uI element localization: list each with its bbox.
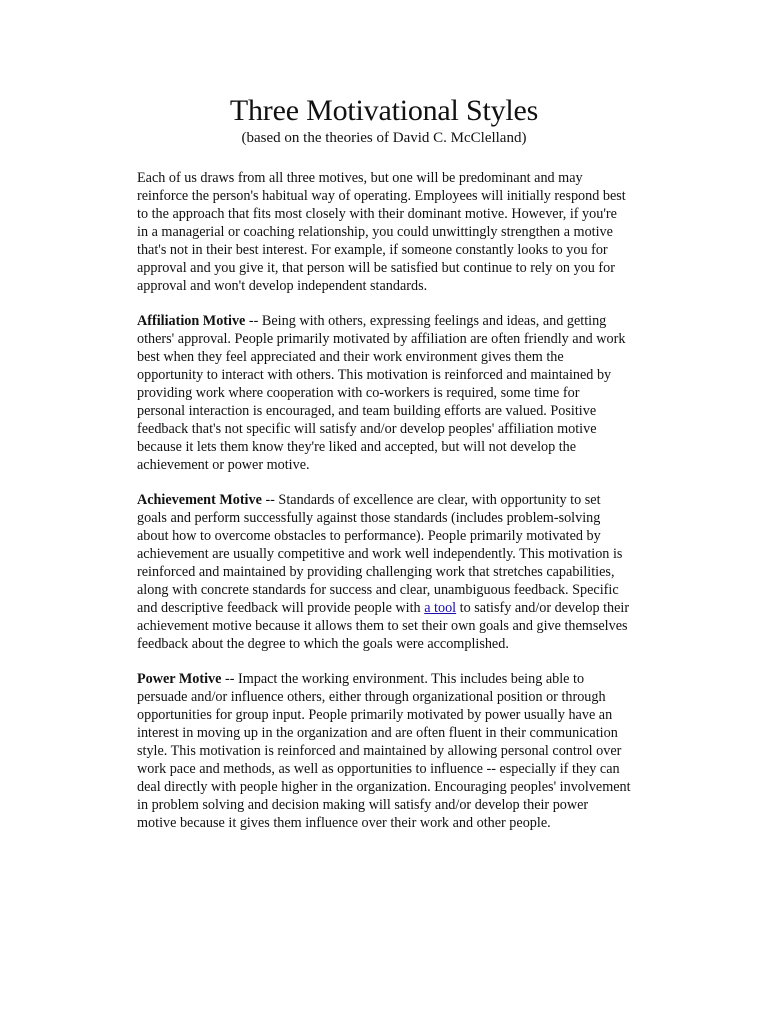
intro-paragraph: Each of us draws from all three motives, but one will be predominant and may reinforce the person's habitual way of operating. Employees will initially respond best to the approach that fits most closely with their dominant motive. However, if you're in a managerial or coaching relationship, you could unwittingly strengthen a motive that's not in their best interest. For example, if someone constantly looks to you for approval and you give it, that person will be satisfied but continue to rely on you for approval and won't develop independent standards.: [137, 170, 626, 294]
achievement-text-before-link: -- Standards of excellence are clear, with opportunity to set goals and perform successfully against those standards (includes problem-solving about how to overcome obstacles to performance). People primarily motivated by achievement are usually competitive and work well independently. This motivation is reinforced and maintained by providing challenging work that stretches capabilities, along with concrete standards for success and clear, unambiguous feedback. Specific and descriptive feedback will provide people with: [137, 492, 623, 616]
page-subtitle: (based on the theories of David C. McClelland): [241, 130, 527, 146]
affiliation-heading: Affiliation Motive: [137, 313, 246, 329]
achievement-paragraph: [137, 491, 631, 653]
a-tool-link[interactable]: a tool: [424, 600, 457, 616]
achievement-heading: Achievement Motive: [137, 492, 262, 508]
power-text: -- Impact the working environment. This includes being able to persuade and/or influence others, either through organizational position or through opportunities for group input. People primarily motivated by power usually have an interest in moving up in the organization and are often fluent in their communication style. This motivation is reinforced and maintained by allowing personal control over work pace and methods, as well as opportunities to influence -- especially if they can deal directly with people higher in the organization. Encouraging peoples' involvement in problem solving and decision making will satisfy and/or develop their power motive because it gives them influence over their work and other people.: [137, 671, 631, 831]
power-heading: Power Motive: [137, 671, 222, 687]
affiliation-text: -- Being with others, expressing feelings and ideas, and getting others' approval. People primarily motivated by affiliation are often friendly and work best when they feel appreciated and their work environment gives them the opportunity to interact with others. This motivation is reinforced and maintained by providing work where cooperation with co-workers is required, some time for personal interaction is encouraged, and team building efforts are valued. Positive feedback that's not specific will satisfy and/or develop peoples' affiliation motive because it lets them know they're liked and accepted, but will not develop the achievement or power motive.: [137, 313, 626, 473]
document-page: [137, 92, 631, 849]
affiliation-paragraph: [137, 312, 631, 474]
page-title: Three Motivational Styles: [229, 94, 539, 127]
achievement-text-after-link: to satisfy and/or develop their achievement motive because it allows them to set their own goals and give themselves feedback about the degree to which the goals were accomplished.: [137, 600, 630, 652]
power-paragraph: [137, 670, 631, 832]
